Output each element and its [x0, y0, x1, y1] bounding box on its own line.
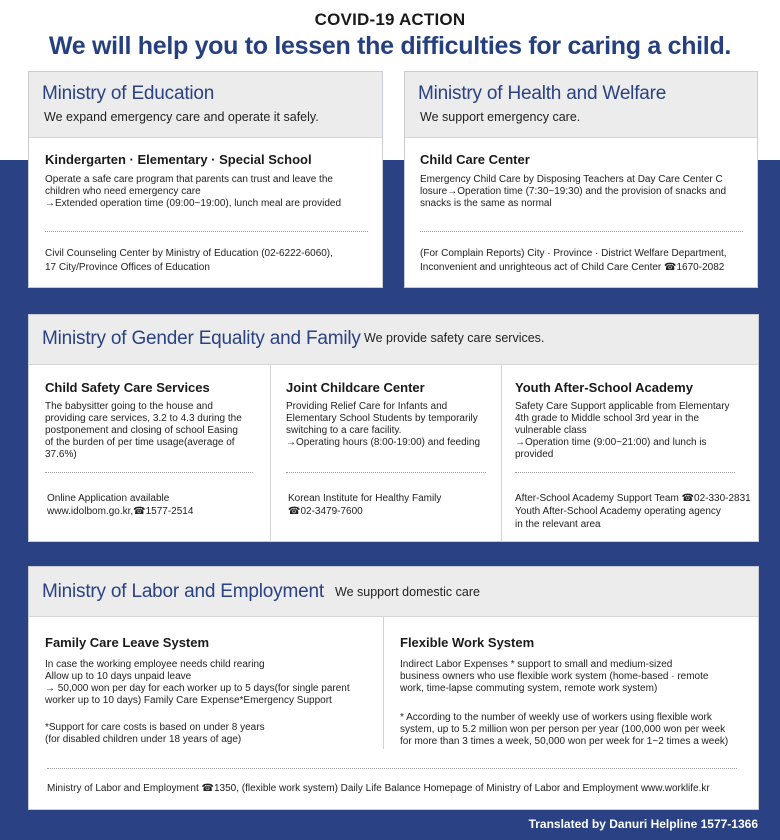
education-card	[28, 71, 383, 288]
labor-contact: Ministry of Labor and Employment ☎1350, (flexible work system) Daily Life Balance Homepage of Ministry of Labor and Employment www.worklife.kr	[47, 783, 710, 794]
gender-card	[28, 314, 759, 542]
gender-col3-title: Youth After-School Academy	[515, 380, 693, 395]
gender-col2-description: Providing Relief Care for Infants and Elementary School Students by temporarily switching to a care facility. →Operating hours (8:00-19:00) and feeding	[286, 401, 481, 448]
gender-col3-contact: After-School Academy Support Team ☎02-330-2831 Youth After-School Academy operating agency in the relevant area	[515, 493, 751, 530]
education-header	[29, 72, 382, 138]
labor-left-title: Family Care Leave System	[45, 635, 210, 650]
education-section-title: Kindergarten · Elementary · Special School	[45, 152, 312, 167]
gender-col1-contact: Online Application available www.idolbom.go.kr,☎1577-2514	[47, 493, 194, 517]
gender-col1-title: Child Safety Care Services	[45, 380, 210, 395]
labor-ministry-name: Ministry of Labor and Employment	[42, 581, 324, 602]
gender-ministry-name: Ministry of Gender Equality and Family	[42, 328, 361, 349]
health-ministry-name: Ministry of Health and Welfare	[418, 83, 667, 104]
column-divider	[501, 365, 502, 542]
labor-right-note: * According to the number of weekly use of workers using flexible work system, up to 5.2 million won per person per year (100,000 won per week for more than 3 times a week, 50,000 won per week for 1~2 times a week)	[400, 712, 729, 747]
labor-right-description: Indirect Labor Expenses * support to small and medium-sized business owners who use flexible work system (home-based · remote work, time-lapse commuting system, remote work system)	[400, 659, 709, 694]
gender-tagline: We provide safety care services.	[364, 331, 545, 345]
gender-header	[29, 315, 758, 365]
labor-header	[29, 567, 758, 617]
divider	[47, 768, 737, 769]
labor-card	[28, 566, 759, 810]
labor-left-note: *Support for care costs is based on under 8 years (for disabled children under 18 years of age)	[45, 722, 265, 745]
gender-col2-contact: Korean Institute for Healthy Family ☎02-3479-7600	[288, 493, 442, 517]
health-header	[405, 72, 757, 138]
education-description: Operate a safe care program that parents can trust and leave the children who need emergency care →Extended operation time (09:00~19:00), lunch meal are provided	[45, 174, 342, 209]
column-divider	[383, 617, 384, 749]
health-contact: (For Complain Reports) City · Province · District Welfare Department, Inconvenient and unrighteous act of Child Care Center ☎1670-2082	[420, 248, 727, 273]
divider	[45, 472, 253, 473]
health-tagline: We support emergency care.	[420, 110, 581, 124]
health-description: Emergency Child Care by Disposing Teachers at Day Care Center C losure→Operation time (7:30~19:30) and the provision of snacks and snacks is the same as normal	[420, 174, 727, 209]
labor-tagline: We support domestic care	[335, 585, 480, 599]
labor-right-title: Flexible Work System	[400, 635, 535, 650]
education-ministry-name: Ministry of Education	[42, 83, 215, 104]
column-divider	[270, 365, 271, 542]
education-contact: Civil Counseling Center by Ministry of Education (02-6222-6060), 17 City/Province Offices of Education	[45, 248, 333, 273]
divider	[515, 472, 735, 473]
labor-left-description: In case the working employee needs child rearing Allow up to 10 days unpaid leave → 50,000 won per day for each worker up to 5 days(for single parent worker up to 10 days) Family Care Expense*Emergency Support	[45, 659, 350, 706]
gender-col1-description: The babysitter going to the house and providing care services, 3.2 to 4.3 during the postponement and closing of school Easing of the burden of per time usage(average of 37.6%)	[45, 401, 242, 460]
divider	[286, 472, 486, 473]
divider	[45, 231, 368, 232]
health-card	[404, 71, 758, 288]
translation-credit: Translated by Danuri Helpline 1577-1366	[528, 817, 758, 831]
gender-col2-title: Joint Childcare Center	[286, 380, 425, 395]
divider	[420, 231, 743, 232]
kicker: COVID-19 ACTION	[314, 10, 466, 29]
page-title: We will help you to lessen the difficulties for caring a child.	[48, 32, 732, 60]
education-tagline: We expand emergency care and operate it safely.	[44, 110, 319, 124]
gender-col3-description: Safety Care Support applicable from Elementary 4th grade to Middle school 3rd year in the vulnerable class →Operation time (9:00~21:00) and lunch is provided	[515, 401, 730, 460]
health-section-title: Child Care Center	[420, 152, 530, 167]
